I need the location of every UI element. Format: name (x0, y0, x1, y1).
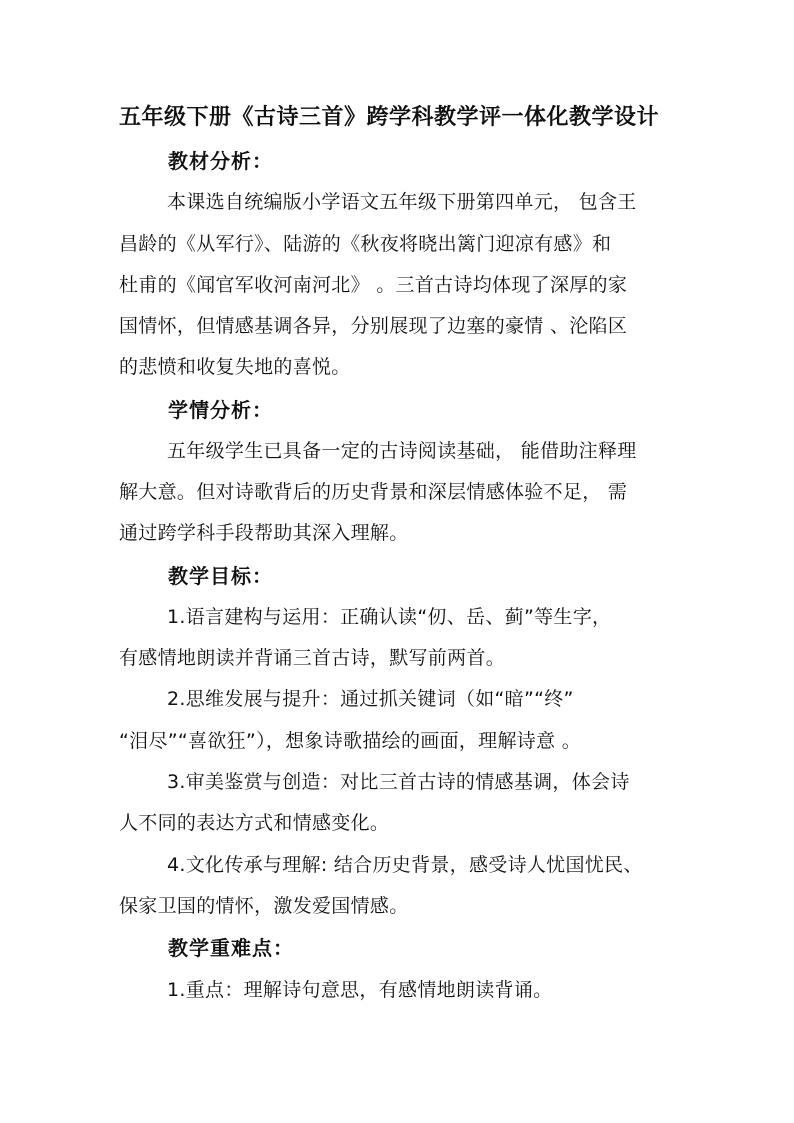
heading-student-analysis: 学情分析： (168, 398, 273, 422)
heading-key-points: 教学重难点： (168, 936, 294, 960)
key-points-line-1: 1.重点：理解诗句意思，有感情地朗读背诵。 (167, 979, 553, 1001)
textbook-line-1: 本课选自统编版小学语文五年级下册第四单元， 包含王 (167, 191, 637, 213)
goals-line-5: 3.审美鉴赏与创造：对比三首古诗的情感基调，体会诗 (167, 771, 630, 793)
goals-line-3: 2.思维发展与提升：通过抓关键词（如“暗”“终” (167, 688, 574, 710)
document-title: 五年级下册《古诗三首》跨学科教学评一体化教学设计 (119, 105, 660, 130)
textbook-line-2: 昌龄的《从军行》、陆游的《秋夜将晓出篱门迎凉有感》和 (119, 233, 612, 255)
textbook-line-4: 国情怀，但情感基调各异，分别展现了边塞的豪情 、沦陷区 (119, 315, 628, 337)
goals-line-4: “泪尽”“喜欲狂”），想象诗歌描绘的画面，理解诗意 。 (119, 730, 582, 752)
goals-line-6: 人不同的表达方式和情感变化。 (119, 812, 390, 834)
students-line-2: 解大意。但对诗歌背后的历史背景和深层情感体验不足， 需 (119, 481, 628, 503)
goals-line-7: 4.文化传承与理解: 结合历史背景，感受诗人忧国忧民、 (167, 854, 643, 876)
goals-line-1: 1.语言建构与运用：正确认读“仞、岳、蓟”等生字， (167, 606, 612, 628)
students-line-1: 五年级学生已具备一定的古诗阅读基础， 能借助注释理 (167, 440, 637, 462)
goals-line-2: 有感情地朗读并背诵三首古诗，默写前两首。 (119, 647, 506, 669)
heading-textbook-analysis: 教材分析： (168, 149, 273, 173)
goals-line-8: 保家卫国的情怀，激发爱国情感。 (119, 895, 409, 917)
heading-teaching-goals: 教学目标： (168, 564, 273, 588)
textbook-line-5: 的悲愤和收复失地的喜悦。 (119, 356, 351, 378)
textbook-line-3: 杜甫的《闻官军收河南河北》 。三首古诗均体现了深厚的家 (119, 274, 628, 296)
students-line-3: 通过跨学科手段帮助其深入理解。 (119, 522, 409, 544)
